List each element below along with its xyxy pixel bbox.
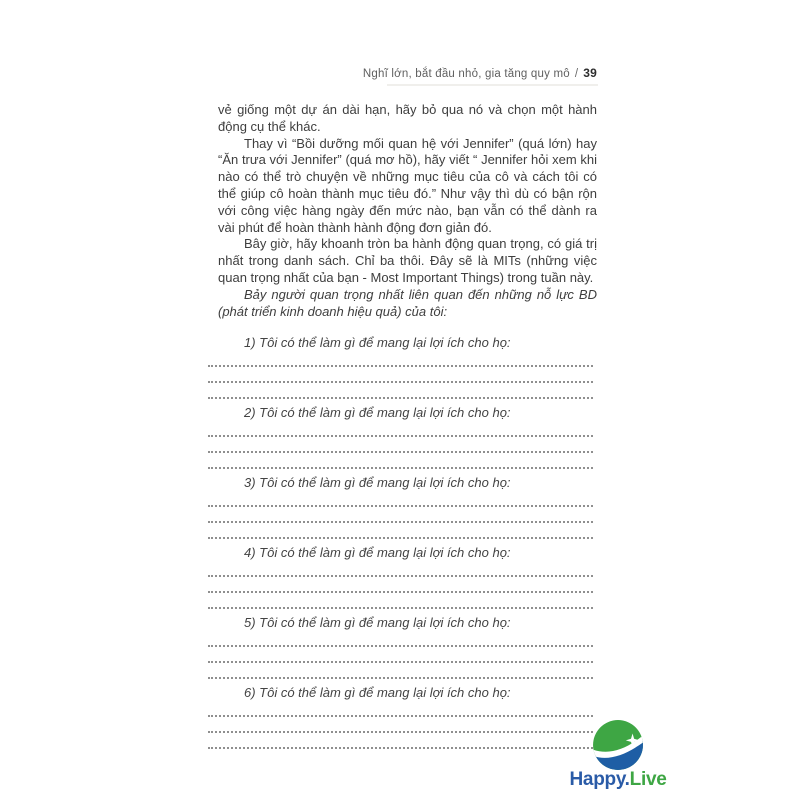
answer-line [208,491,593,507]
answer-line [208,577,593,593]
logo-text-live: Live [629,769,667,790]
happy-live-logo [554,719,682,791]
answer-line [208,647,593,663]
worksheet-item [208,544,593,609]
worksheet-question: 5) Tôi có thể làm gì để mang lại lợi ích cho họ: [244,615,511,630]
answer-line [208,507,593,523]
answer-line [208,701,593,717]
paragraph: vẻ giống một dự án dài hạn, hãy bỏ qua nó và chọn một hành động cụ thể khác. [218,102,597,134]
running-head-title: Nghĩ lớn, bắt đầu nhỏ, gia tăng quy mô [362,68,570,80]
answer-line [208,717,593,733]
answer-line [208,437,593,453]
answer-line [208,523,593,539]
body-text [218,102,597,320]
page-header [218,66,597,80]
happy-live-logo-text [554,769,682,791]
answer-line [208,663,593,679]
logo-text-happy: Happy. [569,769,630,790]
answer-line [208,593,593,609]
worksheet-question: 3) Tôi có thể làm gì để mang lại lợi ích cho họ: [244,475,511,490]
answer-line [208,383,593,399]
paragraph: Bây giờ, hãy khoanh tròn ba hành động quan trọng, có giá trị nhất trong danh sách. Chỉ ba thôi. Đây sẽ là MITs (những việc quan trọng nhất của bạn - Most Important Things) trong tuần này. [218,236,597,285]
answer-line [208,561,593,577]
worksheet-item [208,474,593,539]
answer-line [208,421,593,437]
worksheet-item-list [208,329,593,749]
answer-line [208,453,593,469]
worksheet-item [208,614,593,679]
worksheet-question: 1) Tôi có thể làm gì để mang lại lợi ích cho họ: [244,335,511,350]
worksheet-question: 6) Tôi có thể làm gì để mang lại lợi ích cho họ: [244,685,511,700]
header-separator: / [574,68,579,80]
paragraph-italic-lead: Bảy người quan trọng nhất liên quan đến những nỗ lực BD (phát triển kinh doanh hiệu quả) của tôi: [218,286,597,319]
paragraph: Thay vì “Bồi dưỡng mối quan hệ với Jennifer” (quá lớn) hay “Ăn trưa với Jennifer” (quá mơ hồ), hãy viết “ Jennifer hỏi xem khi nào có thể trò chuyện về những mục tiêu của cô và cách tôi có thể giúp cô hoàn thành mục tiêu đó.” Như vậy thì dù có bận rộn với công việc hàng ngày đến mức nào, bạn vẫn có thể dành ra vài phút để hoàn thành hành động đơn giản đó. [218,135,597,235]
answer-line [208,733,593,749]
worksheet-item [208,684,593,749]
answer-line [208,367,593,383]
happy-live-globe-icon [592,719,644,771]
page-number: 39 [583,66,597,80]
worksheet-item [208,334,593,399]
worksheet-question: 4) Tôi có thể làm gì để mang lại lợi ích cho họ: [244,545,511,560]
answer-line [208,351,593,367]
worksheet-question: 2) Tôi có thể làm gì để mang lại lợi ích cho họ: [244,405,511,420]
answer-line [208,631,593,647]
worksheet-item [208,404,593,469]
header-divider [387,84,598,86]
